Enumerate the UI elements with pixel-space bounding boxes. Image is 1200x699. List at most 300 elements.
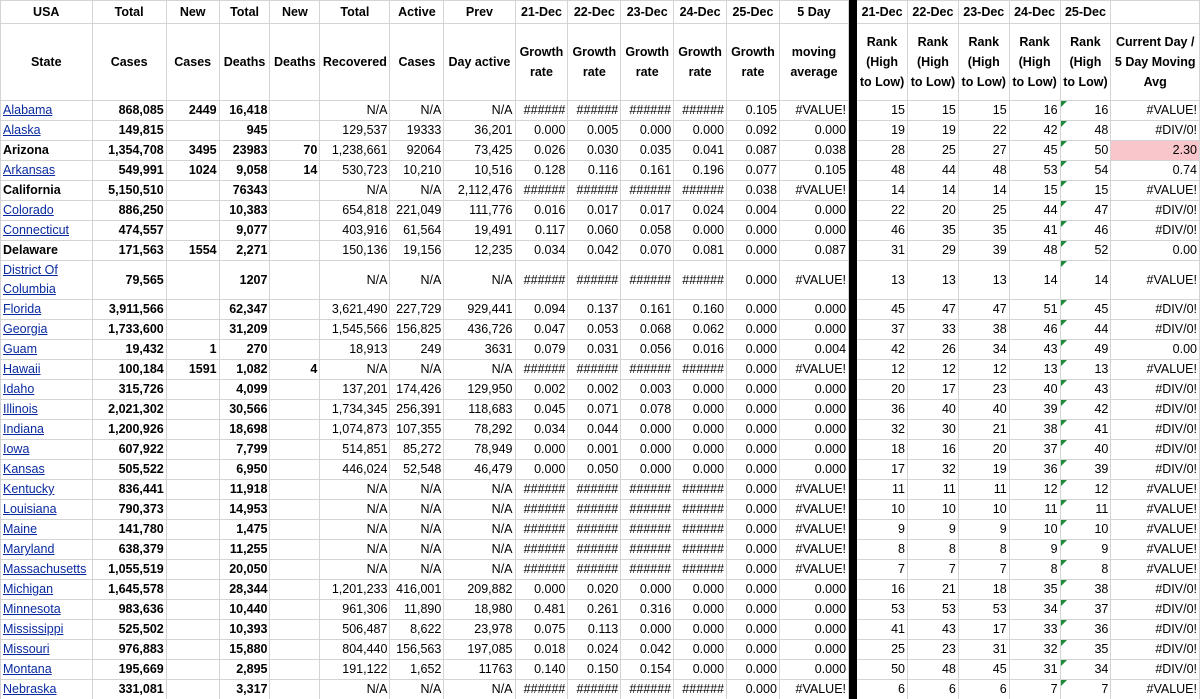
data-cell[interactable]: 37 — [1009, 440, 1060, 460]
data-cell[interactable] — [166, 121, 219, 141]
data-cell[interactable]: 0.00 — [1111, 241, 1200, 261]
data-cell[interactable]: #VALUE! — [1111, 181, 1200, 201]
data-cell[interactable]: ###### — [674, 680, 727, 699]
data-cell[interactable]: 19 — [857, 121, 908, 141]
data-cell[interactable]: ###### — [621, 261, 674, 300]
data-cell[interactable]: 0.000 — [779, 460, 848, 480]
state-cell[interactable]: Indiana — [1, 420, 93, 440]
data-cell[interactable]: 43 — [1009, 340, 1060, 360]
header-cell[interactable]: New — [166, 1, 219, 24]
data-cell[interactable]: 0.005 — [568, 121, 621, 141]
data-cell[interactable]: 12,235 — [444, 241, 515, 261]
data-cell[interactable]: 403,916 — [320, 221, 390, 241]
data-cell[interactable] — [166, 440, 219, 460]
data-cell[interactable]: 0.160 — [674, 300, 727, 320]
data-cell[interactable]: 16 — [857, 580, 908, 600]
data-cell[interactable]: 1591 — [166, 360, 219, 380]
data-cell[interactable]: 0.042 — [568, 241, 621, 261]
data-cell[interactable]: 17 — [908, 380, 959, 400]
data-cell[interactable]: 0.053 — [568, 320, 621, 340]
data-cell[interactable]: 868,085 — [92, 101, 166, 121]
data-cell[interactable]: N/A — [320, 360, 390, 380]
data-cell[interactable]: 31 — [958, 640, 1009, 660]
separator-cell[interactable] — [849, 101, 857, 121]
state-cell[interactable]: Minnesota — [1, 600, 93, 620]
state-cell[interactable]: Louisiana — [1, 500, 93, 520]
data-cell[interactable] — [166, 480, 219, 500]
separator-cell[interactable] — [849, 221, 857, 241]
data-cell[interactable]: ###### — [568, 181, 621, 201]
data-cell[interactable] — [270, 560, 320, 580]
data-cell[interactable]: 0.000 — [674, 640, 727, 660]
state-cell[interactable]: Georgia — [1, 320, 93, 340]
data-cell[interactable]: 73,425 — [444, 141, 515, 161]
data-cell[interactable]: 2,112,476 — [444, 181, 515, 201]
data-cell[interactable]: 11 — [1009, 500, 1060, 520]
data-cell[interactable]: 0.105 — [779, 161, 848, 181]
state-cell[interactable]: Delaware — [1, 241, 93, 261]
data-cell[interactable]: 1,055,519 — [92, 560, 166, 580]
separator-cell[interactable] — [849, 1, 857, 24]
header-cell[interactable] — [1111, 1, 1200, 24]
data-cell[interactable]: 0.000 — [727, 680, 780, 699]
data-cell[interactable]: 14 — [908, 181, 959, 201]
state-cell[interactable]: Iowa — [1, 440, 93, 460]
data-cell[interactable]: 30,566 — [219, 400, 270, 420]
header-cell[interactable]: Growth rate — [568, 24, 621, 101]
data-cell[interactable]: #VALUE! — [1111, 500, 1200, 520]
data-cell[interactable]: #DIV/0! — [1111, 440, 1200, 460]
data-cell[interactable]: 46 — [1060, 221, 1111, 241]
data-cell[interactable]: 41 — [1009, 221, 1060, 241]
data-cell[interactable]: 1,733,600 — [92, 320, 166, 340]
data-cell[interactable]: 38 — [958, 320, 1009, 340]
data-cell[interactable]: 45 — [857, 300, 908, 320]
data-cell[interactable]: 0.044 — [568, 420, 621, 440]
data-cell[interactable]: N/A — [320, 540, 390, 560]
data-cell[interactable]: 197,085 — [444, 640, 515, 660]
data-cell[interactable]: 0.000 — [621, 440, 674, 460]
data-cell[interactable]: 0.000 — [674, 420, 727, 440]
data-cell[interactable]: 23 — [958, 380, 1009, 400]
data-cell[interactable]: 0.000 — [779, 620, 848, 640]
data-cell[interactable]: 9 — [1060, 540, 1111, 560]
data-cell[interactable]: 14 — [857, 181, 908, 201]
data-cell[interactable]: 76343 — [219, 181, 270, 201]
state-cell[interactable]: Guam — [1, 340, 93, 360]
data-cell[interactable]: 4 — [270, 360, 320, 380]
separator-cell[interactable] — [849, 181, 857, 201]
data-cell[interactable]: N/A — [390, 560, 444, 580]
data-cell[interactable]: #DIV/0! — [1111, 400, 1200, 420]
data-cell[interactable]: 436,726 — [444, 320, 515, 340]
data-cell[interactable]: 945 — [219, 121, 270, 141]
data-cell[interactable]: N/A — [320, 261, 390, 300]
data-cell[interactable]: 78,292 — [444, 420, 515, 440]
data-cell[interactable] — [166, 380, 219, 400]
data-cell[interactable]: N/A — [390, 360, 444, 380]
header-cell[interactable]: 24-Dec — [1009, 1, 1060, 24]
header-cell[interactable]: Recovered — [320, 24, 390, 101]
data-cell[interactable]: 1,545,566 — [320, 320, 390, 340]
data-cell[interactable]: 13 — [908, 261, 959, 300]
header-cell[interactable]: 25-Dec — [727, 1, 780, 24]
data-cell[interactable]: 10 — [958, 500, 1009, 520]
data-cell[interactable] — [270, 600, 320, 620]
data-cell[interactable]: ###### — [568, 261, 621, 300]
separator-cell[interactable] — [849, 380, 857, 400]
state-cell[interactable]: Kansas — [1, 460, 93, 480]
data-cell[interactable]: 17 — [958, 620, 1009, 640]
state-cell[interactable]: Arizona — [1, 141, 93, 161]
header-cell[interactable]: 5 Day — [779, 1, 848, 24]
data-cell[interactable]: N/A — [444, 520, 515, 540]
data-cell[interactable]: 23,978 — [444, 620, 515, 640]
data-cell[interactable] — [270, 400, 320, 420]
data-cell[interactable]: 2.30 — [1111, 141, 1200, 161]
data-cell[interactable]: 52,548 — [390, 460, 444, 480]
data-cell[interactable]: 0.004 — [727, 201, 780, 221]
data-cell[interactable]: 790,373 — [92, 500, 166, 520]
data-cell[interactable]: 11,890 — [390, 600, 444, 620]
header-cell[interactable]: 21-Dec — [857, 1, 908, 24]
data-cell[interactable]: 111,776 — [444, 201, 515, 221]
data-cell[interactable]: 0.071 — [568, 400, 621, 420]
data-cell[interactable]: 0.000 — [779, 380, 848, 400]
data-cell[interactable]: 0.000 — [621, 121, 674, 141]
data-cell[interactable]: 6 — [958, 680, 1009, 699]
data-cell[interactable]: 0.000 — [621, 420, 674, 440]
state-cell[interactable]: Connecticut — [1, 221, 93, 241]
data-cell[interactable]: 33 — [1009, 620, 1060, 640]
data-cell[interactable]: 191,122 — [320, 660, 390, 680]
data-cell[interactable]: 0.000 — [727, 360, 780, 380]
state-cell[interactable]: Maine — [1, 520, 93, 540]
data-cell[interactable]: #VALUE! — [779, 480, 848, 500]
header-cell[interactable]: Rank (High to Low) — [1009, 24, 1060, 101]
header-cell[interactable]: moving average — [779, 24, 848, 101]
data-cell[interactable]: 16 — [908, 440, 959, 460]
data-cell[interactable]: 0.000 — [727, 420, 780, 440]
separator-cell[interactable] — [849, 480, 857, 500]
data-cell[interactable]: 19 — [958, 460, 1009, 480]
data-cell[interactable]: 0.000 — [727, 320, 780, 340]
data-cell[interactable]: ###### — [621, 360, 674, 380]
data-cell[interactable]: ###### — [568, 500, 621, 520]
data-cell[interactable]: 92064 — [390, 141, 444, 161]
data-cell[interactable]: 0.042 — [621, 640, 674, 660]
header-cell[interactable]: Rank (High to Low) — [908, 24, 959, 101]
state-cell[interactable]: California — [1, 181, 93, 201]
data-cell[interactable]: 0.000 — [515, 580, 568, 600]
data-cell[interactable]: 1,074,873 — [320, 420, 390, 440]
data-cell[interactable]: 7 — [908, 560, 959, 580]
data-cell[interactable]: 0.002 — [515, 380, 568, 400]
data-cell[interactable]: #VALUE! — [1111, 360, 1200, 380]
data-cell[interactable]: 149,815 — [92, 121, 166, 141]
data-cell[interactable]: 0.045 — [515, 400, 568, 420]
data-cell[interactable]: 14 — [1009, 261, 1060, 300]
data-cell[interactable]: 40 — [958, 400, 1009, 420]
data-cell[interactable]: ###### — [621, 540, 674, 560]
separator-cell[interactable] — [849, 640, 857, 660]
data-cell[interactable]: 23983 — [219, 141, 270, 161]
data-cell[interactable]: 2,021,302 — [92, 400, 166, 420]
data-cell[interactable]: #VALUE! — [1111, 520, 1200, 540]
data-cell[interactable]: 53 — [908, 600, 959, 620]
data-cell[interactable]: 141,780 — [92, 520, 166, 540]
state-cell[interactable]: Mississippi — [1, 620, 93, 640]
data-cell[interactable]: #VALUE! — [1111, 261, 1200, 300]
data-cell[interactable]: 11 — [958, 480, 1009, 500]
data-cell[interactable]: 0.038 — [727, 181, 780, 201]
data-cell[interactable]: 1207 — [219, 261, 270, 300]
data-cell[interactable]: 45 — [1060, 300, 1111, 320]
data-cell[interactable]: 39 — [1009, 400, 1060, 420]
data-cell[interactable]: ###### — [515, 101, 568, 121]
data-cell[interactable]: 0.079 — [515, 340, 568, 360]
data-cell[interactable]: 416,001 — [390, 580, 444, 600]
data-cell[interactable]: 23 — [908, 640, 959, 660]
data-cell[interactable]: #DIV/0! — [1111, 320, 1200, 340]
data-cell[interactable]: 1,238,661 — [320, 141, 390, 161]
data-cell[interactable]: ###### — [568, 360, 621, 380]
data-cell[interactable]: 12 — [1009, 480, 1060, 500]
state-cell[interactable]: Florida — [1, 300, 93, 320]
data-cell[interactable]: 0.000 — [779, 660, 848, 680]
data-cell[interactable]: 20 — [857, 380, 908, 400]
data-cell[interactable]: 32 — [857, 420, 908, 440]
data-cell[interactable]: 0.000 — [674, 600, 727, 620]
data-cell[interactable]: N/A — [320, 680, 390, 699]
data-cell[interactable]: 227,729 — [390, 300, 444, 320]
header-cell[interactable]: Cases — [390, 24, 444, 101]
data-cell[interactable]: 30 — [908, 420, 959, 440]
data-cell[interactable]: #DIV/0! — [1111, 380, 1200, 400]
header-cell[interactable]: Current Day / 5 Day Moving Avg — [1111, 24, 1200, 101]
data-cell[interactable]: 48 — [958, 161, 1009, 181]
data-cell[interactable]: 0.017 — [621, 201, 674, 221]
data-cell[interactable]: 654,818 — [320, 201, 390, 221]
data-cell[interactable] — [270, 580, 320, 600]
data-cell[interactable]: 2,271 — [219, 241, 270, 261]
state-cell[interactable]: Alabama — [1, 101, 93, 121]
data-cell[interactable]: 0.137 — [568, 300, 621, 320]
data-cell[interactable]: 25 — [958, 201, 1009, 221]
state-cell[interactable]: Montana — [1, 660, 93, 680]
data-cell[interactable]: 44 — [1009, 201, 1060, 221]
data-cell[interactable]: 1,354,708 — [92, 141, 166, 161]
data-cell[interactable] — [270, 620, 320, 640]
data-cell[interactable] — [270, 201, 320, 221]
data-cell[interactable]: 0.020 — [568, 580, 621, 600]
data-cell[interactable]: N/A — [390, 540, 444, 560]
data-cell[interactable]: ###### — [674, 360, 727, 380]
data-cell[interactable]: 0.000 — [727, 660, 780, 680]
data-cell[interactable]: 0.094 — [515, 300, 568, 320]
data-cell[interactable]: 0.092 — [727, 121, 780, 141]
data-cell[interactable]: ###### — [515, 520, 568, 540]
data-cell[interactable]: 514,851 — [320, 440, 390, 460]
data-cell[interactable]: 315,726 — [92, 380, 166, 400]
data-cell[interactable]: 12 — [1060, 480, 1111, 500]
data-cell[interactable]: 10 — [857, 500, 908, 520]
data-cell[interactable]: 11,918 — [219, 480, 270, 500]
data-cell[interactable]: ###### — [515, 540, 568, 560]
data-cell[interactable]: 0.000 — [779, 201, 848, 221]
data-cell[interactable]: 525,502 — [92, 620, 166, 640]
data-cell[interactable]: 0.056 — [621, 340, 674, 360]
data-cell[interactable]: 14 — [270, 161, 320, 181]
header-cell[interactable]: 22-Dec — [908, 1, 959, 24]
data-cell[interactable]: 19,432 — [92, 340, 166, 360]
data-cell[interactable]: 0.000 — [727, 340, 780, 360]
data-cell[interactable] — [270, 540, 320, 560]
data-cell[interactable]: 0.034 — [515, 420, 568, 440]
data-cell[interactable] — [166, 520, 219, 540]
data-cell[interactable]: N/A — [444, 480, 515, 500]
separator-cell[interactable] — [849, 520, 857, 540]
header-cell[interactable]: Total — [320, 1, 390, 24]
data-cell[interactable]: 13 — [958, 261, 1009, 300]
data-cell[interactable]: 29 — [908, 241, 959, 261]
data-cell[interactable]: 14 — [958, 181, 1009, 201]
data-cell[interactable]: 0.000 — [674, 440, 727, 460]
data-cell[interactable]: #DIV/0! — [1111, 121, 1200, 141]
data-cell[interactable]: 20,050 — [219, 560, 270, 580]
data-cell[interactable]: 21 — [958, 420, 1009, 440]
separator-cell[interactable] — [849, 580, 857, 600]
data-cell[interactable]: 129,950 — [444, 380, 515, 400]
data-cell[interactable]: 3,317 — [219, 680, 270, 699]
data-cell[interactable]: 0.000 — [674, 660, 727, 680]
separator-cell[interactable] — [849, 300, 857, 320]
data-cell[interactable]: 27 — [958, 141, 1009, 161]
data-cell[interactable]: 5,150,510 — [92, 181, 166, 201]
data-cell[interactable]: 100,184 — [92, 360, 166, 380]
data-cell[interactable] — [166, 181, 219, 201]
header-cell[interactable]: 23-Dec — [958, 1, 1009, 24]
data-cell[interactable]: 7,799 — [219, 440, 270, 460]
data-cell[interactable]: 0.000 — [674, 620, 727, 640]
header-cell[interactable]: Day active — [444, 24, 515, 101]
header-cell[interactable]: Total — [219, 1, 270, 24]
data-cell[interactable]: 0.000 — [779, 400, 848, 420]
data-cell[interactable]: 0.000 — [727, 400, 780, 420]
data-cell[interactable]: 49 — [1060, 340, 1111, 360]
data-cell[interactable]: 0.000 — [674, 380, 727, 400]
data-cell[interactable]: 41 — [857, 620, 908, 640]
data-cell[interactable]: 1,200,926 — [92, 420, 166, 440]
data-cell[interactable]: 0.035 — [621, 141, 674, 161]
data-cell[interactable]: 221,049 — [390, 201, 444, 221]
data-cell[interactable]: 0.000 — [727, 261, 780, 300]
data-cell[interactable]: 0.077 — [727, 161, 780, 181]
data-cell[interactable]: 0.000 — [727, 221, 780, 241]
data-cell[interactable]: ###### — [515, 360, 568, 380]
data-cell[interactable]: #VALUE! — [779, 181, 848, 201]
data-cell[interactable]: 0.000 — [727, 480, 780, 500]
data-cell[interactable]: 20 — [908, 201, 959, 221]
data-cell[interactable]: 43 — [908, 620, 959, 640]
header-cell[interactable]: 21-Dec — [515, 1, 568, 24]
data-cell[interactable]: 0.000 — [779, 420, 848, 440]
data-cell[interactable]: ###### — [621, 480, 674, 500]
data-cell[interactable]: 886,250 — [92, 201, 166, 221]
header-cell[interactable]: Cases — [166, 24, 219, 101]
data-cell[interactable]: 156,825 — [390, 320, 444, 340]
data-cell[interactable]: 19,156 — [390, 241, 444, 261]
data-cell[interactable] — [166, 600, 219, 620]
data-cell[interactable]: #DIV/0! — [1111, 660, 1200, 680]
data-cell[interactable]: N/A — [444, 101, 515, 121]
data-cell[interactable]: #VALUE! — [779, 101, 848, 121]
data-cell[interactable]: N/A — [390, 261, 444, 300]
data-cell[interactable]: #VALUE! — [779, 261, 848, 300]
data-cell[interactable]: 446,024 — [320, 460, 390, 480]
data-cell[interactable]: 0.481 — [515, 600, 568, 620]
data-cell[interactable]: 13 — [1009, 360, 1060, 380]
data-cell[interactable]: 976,883 — [92, 640, 166, 660]
data-cell[interactable]: 18 — [857, 440, 908, 460]
data-cell[interactable]: 0.000 — [674, 580, 727, 600]
data-cell[interactable]: 0.000 — [674, 460, 727, 480]
data-cell[interactable]: 961,306 — [320, 600, 390, 620]
data-cell[interactable] — [166, 300, 219, 320]
data-cell[interactable]: N/A — [444, 360, 515, 380]
data-cell[interactable]: 31,209 — [219, 320, 270, 340]
data-cell[interactable]: ###### — [674, 560, 727, 580]
data-cell[interactable] — [166, 221, 219, 241]
data-cell[interactable]: 38 — [1060, 580, 1111, 600]
separator-cell[interactable] — [849, 400, 857, 420]
separator-cell[interactable] — [849, 141, 857, 161]
data-cell[interactable]: 37 — [1060, 600, 1111, 620]
data-cell[interactable]: 28,344 — [219, 580, 270, 600]
data-cell[interactable]: 11763 — [444, 660, 515, 680]
header-cell[interactable]: 24-Dec — [674, 1, 727, 24]
data-cell[interactable] — [166, 620, 219, 640]
data-cell[interactable]: 22 — [958, 121, 1009, 141]
data-cell[interactable]: 195,669 — [92, 660, 166, 680]
data-cell[interactable]: 42 — [857, 340, 908, 360]
data-cell[interactable]: 33 — [908, 320, 959, 340]
data-cell[interactable]: 0.000 — [621, 460, 674, 480]
data-cell[interactable] — [166, 261, 219, 300]
data-cell[interactable]: 70 — [270, 141, 320, 161]
data-cell[interactable]: ###### — [674, 101, 727, 121]
header-cell[interactable]: Growth rate — [621, 24, 674, 101]
data-cell[interactable]: 36 — [857, 400, 908, 420]
data-cell[interactable]: #DIV/0! — [1111, 300, 1200, 320]
data-cell[interactable]: 0.002 — [568, 380, 621, 400]
data-cell[interactable]: 35 — [1060, 640, 1111, 660]
data-cell[interactable]: 0.000 — [779, 440, 848, 460]
data-cell[interactable]: N/A — [390, 500, 444, 520]
data-cell[interactable]: 0.000 — [727, 380, 780, 400]
data-cell[interactable]: ###### — [674, 520, 727, 540]
state-cell[interactable]: Kentucky — [1, 480, 93, 500]
data-cell[interactable]: 9 — [908, 520, 959, 540]
data-cell[interactable]: 39 — [958, 241, 1009, 261]
data-cell[interactable]: 79,565 — [92, 261, 166, 300]
data-cell[interactable]: 0.030 — [568, 141, 621, 161]
data-cell[interactable]: 11 — [1060, 500, 1111, 520]
data-cell[interactable]: 3631 — [444, 340, 515, 360]
data-cell[interactable]: 6 — [857, 680, 908, 699]
state-cell[interactable]: Idaho — [1, 380, 93, 400]
data-cell[interactable]: 0.004 — [779, 340, 848, 360]
